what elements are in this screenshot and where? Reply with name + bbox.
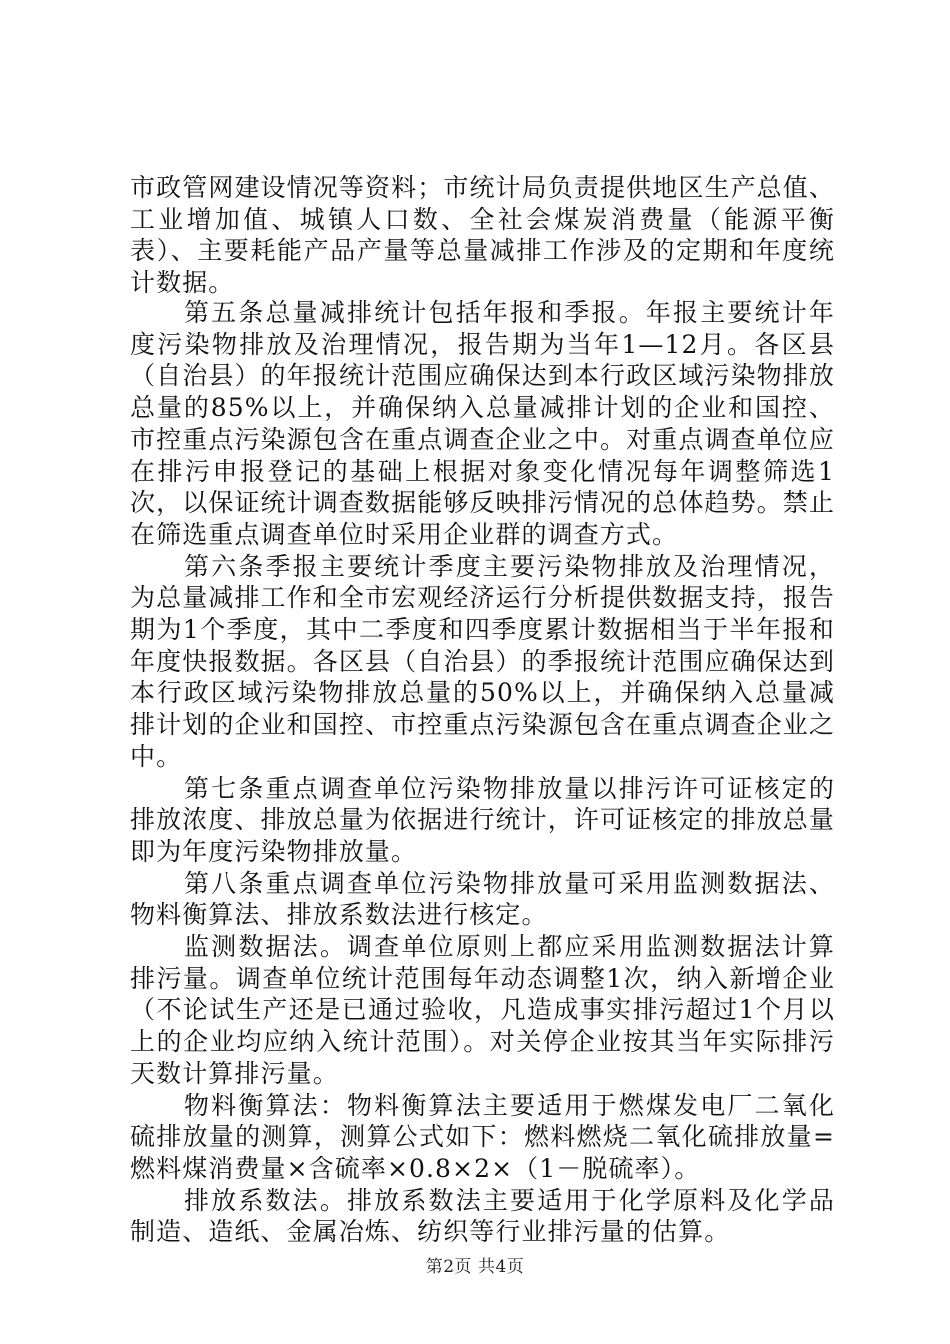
page-footer: 第2页 共4页 [425,1257,525,1277]
paragraph-article-6: 第六条季报主要统计季度主要污染物排放及治理情况，为总量减排工作和全市宏观经济运行分析提供数据支持，报告期为1个季度，其中二季度和四季度累计数据相当于半年报和年度快报数据。各区县（自治县）的季报统计范围应确保达到本行政区域污染物排放总量的50%以上，并确保纳入总量减排计划的企业和国控、市控重点污染源包含在重点调查企业之中。 [130,551,835,771]
paragraph-monitoring-method: 监测数据法。调查单位原则上都应采用监测数据法计算排污量。调查单位统计范围每年动态调整1次，纳入新增企业（不论试生产还是已通过验收，凡造成事实排污超过1个月以上的企业均应纳入统计范围）。对关停企业按其当年实际排污天数计算排污量。 [130,932,835,1088]
continuation-block [130,172,835,299]
paragraph-continuation: 市政管网建设情况等资料；市统计局负责提供地区生产总值、工业增加值、城镇人口数、全社会煤炭消费量（能源平衡表）、主要耗能产品产量等总量减排工作涉及的定期和年度统计数据。 [130,173,835,298]
paragraph-article-5: 第五条总量减排统计包括年报和季报。年报主要统计年度污染物排放及治理情况，报告期为当年1—12月。各区县（自治县）的年报统计范围应确保达到本行政区域污染物排放总量的85%以上，并确保纳入总量减排计划的企业和国控、市控重点污染源包含在重点调查企业之中。对重点调查单位应在排污申报登记的基础上根据对象变化情况每年调整筛选1次，以保证统计调查数据能够反映排污情况的总体趋势。禁止在筛选重点调查单位时采用企业群的调查方式。 [130,298,835,549]
article-block [130,297,835,1248]
paragraph-material-balance-method: 物料衡算法：物料衡算法主要适用于燃煤发电厂二氧化硫排放量的测算，测算公式如下：燃料燃烧二氧化硫排放量=燃料煤消费量×含硫率×0.8×2×（1－脱硫率）。 [130,1090,835,1183]
paragraph-emission-factor-method: 排放系数法。排放系数法主要适用于化学原料及化学品制造、造纸、金属冶炼、纺织等行业排污量的估算。 [130,1185,835,1247]
paragraph-article-8: 第八条重点调查单位污染物排放量可采用监测数据法、物料衡算法、排放系数法进行核定。 [130,868,835,930]
paragraph-article-7: 第七条重点调查单位污染物排放量以排污许可证核定的排放浓度、排放总量为依据进行统计，许可证核定的排放总量即为年度污染物排放量。 [130,773,835,866]
